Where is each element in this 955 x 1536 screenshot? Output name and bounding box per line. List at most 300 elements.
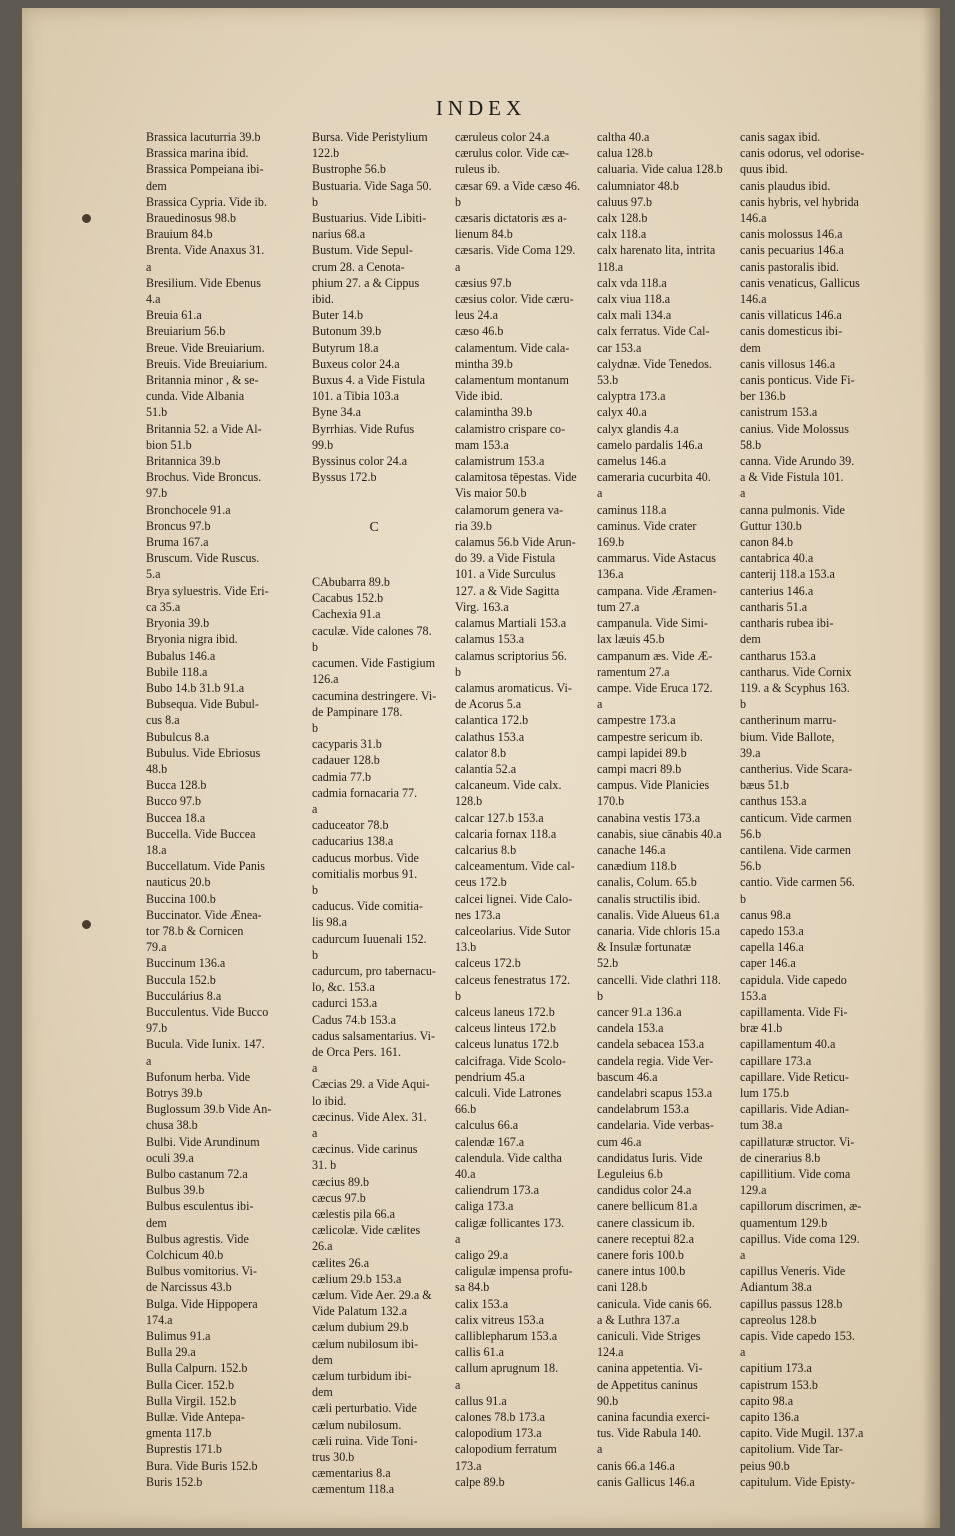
index-entry: dem	[146, 178, 167, 193]
index-entry: Brassica Cypria. Vide ib.	[146, 194, 267, 209]
index-entry: Brassica marina ibid.	[146, 146, 249, 161]
index-entry: Bucca 128.b	[146, 778, 207, 793]
index-entry: cameraria cucurbita 40.	[597, 470, 711, 485]
index-entry: bium. Vide Ballote,	[740, 729, 835, 744]
index-entry: calliblepharum 153.a	[455, 1329, 558, 1344]
index-entry: 4.a	[146, 292, 161, 307]
index-entry: capito. Vide Mugil. 137.a	[740, 1426, 864, 1441]
index-entry: 66.b	[455, 1102, 477, 1117]
index-entry: caluus 97.b	[597, 194, 653, 209]
index-entry: Byne 34.a	[312, 405, 362, 420]
index-entry: Buprestis 171.b	[146, 1442, 222, 1457]
index-entry: calx 118.a	[597, 227, 647, 242]
index-entry: ibid.	[312, 292, 334, 307]
index-entry: de Pampinare 178.	[312, 704, 403, 719]
index-entry: Bulla 29.a	[146, 1345, 196, 1360]
index-entry: calydnæ. Vide Tenedos.	[597, 356, 712, 371]
index-entry: canabis, siue cānabis 40.a	[597, 826, 722, 841]
index-entry: quus ibid.	[740, 162, 788, 177]
index-entry: Bubulus. Vide Ebriosus	[146, 745, 261, 760]
index-entry: b	[312, 639, 319, 654]
index-entry: Bulbus agrestis. Vide	[146, 1231, 249, 1246]
index-entry: canon 84.b	[740, 535, 794, 550]
index-entry: capistrum 153.b	[740, 1377, 818, 1392]
index-entry: cancelli. Vide clathri 118.	[597, 972, 721, 987]
index-entry: bascum 46.a	[597, 1069, 658, 1084]
index-entry: campi lapidei 89.b	[597, 745, 687, 760]
index-entry: cacyparis 31.b	[312, 737, 382, 752]
index-entry: a & Vide Fistula 101.	[740, 470, 844, 485]
index-entry: calcarius 8.b	[455, 842, 517, 857]
index-entry: capillaturæ structor. Vi-	[740, 1134, 855, 1149]
index-entry: 90.b	[597, 1393, 619, 1408]
index-entry: calx ferratus. Vide Cal-	[597, 324, 710, 339]
index-entry: a	[146, 1053, 152, 1068]
index-entry: ruleus ib.	[455, 162, 501, 177]
index-entry: caducarius 138.a	[312, 834, 394, 849]
index-entry: capito 98.a	[740, 1393, 794, 1408]
index-entry: caducus morbus. Vide	[312, 850, 419, 865]
index-entry: de Appetitus caninus	[597, 1377, 698, 1392]
index-entry: de cinerarius 8.b	[740, 1150, 821, 1165]
index-entry: campanum æs. Vide Æ-	[597, 648, 713, 663]
index-entry: Adiantum 38.a	[740, 1280, 812, 1295]
index-entry: capillorum discrimen, æ-	[740, 1199, 862, 1214]
index-entry: cadurci 153.a	[312, 996, 378, 1011]
index-entry: canis ponticus. Vide Fi-	[740, 373, 855, 388]
index-entry: a & Luthra 137.a	[597, 1312, 680, 1327]
index-entry: peius 90.b	[740, 1458, 790, 1473]
index-entry: Buccula 152.b	[146, 972, 216, 987]
index-entry: canere classicum ib.	[597, 1215, 695, 1230]
index-entry: calceus 172.b	[455, 956, 521, 971]
index-entry: Cacabus 152.b	[312, 591, 384, 606]
index-entry: calcifraga. Vide Scolo-	[455, 1053, 566, 1068]
index-entry: Buglossum 39.b Vide An-	[146, 1102, 272, 1117]
spacer	[312, 485, 436, 501]
index-entry: calceamentum. Vide cal-	[455, 859, 575, 874]
index-entry: Bucculentus. Vide Bucco	[146, 1004, 269, 1019]
binding-hole	[82, 920, 91, 929]
index-entry: narius 68.a	[312, 227, 366, 242]
index-entry: cælum nubilosum.	[312, 1417, 402, 1432]
index-entry: callis 61.a	[455, 1345, 505, 1360]
index-entry: Cadus 74.b 153.a	[312, 1012, 396, 1027]
spacer	[312, 558, 436, 574]
index-entry: cunda. Vide Albania	[146, 389, 245, 404]
index-entry: callum aprugnum 18.	[455, 1361, 559, 1376]
index-entry: Bubulcus 8.a	[146, 729, 210, 744]
index-entry: dem	[312, 1385, 333, 1400]
index-entry: Bryonia 39.b	[146, 616, 210, 631]
index-entry: cadmia fornacaria 77.	[312, 785, 418, 800]
index-entry: candidus color 24.a	[597, 1183, 692, 1198]
index-entry: Buccinum 136.a	[146, 956, 226, 971]
index-entry: canus 98.a	[740, 907, 792, 922]
index-entry: cælum dubium 29.b	[312, 1320, 409, 1335]
index-entry: Breue. Vide Breuiarium.	[146, 340, 265, 355]
index-entry: b	[312, 882, 319, 897]
index-entry: Bulbus esculentus ibi-	[146, 1199, 254, 1214]
index-entry: canina facundia exerci-	[597, 1410, 710, 1425]
index-entry: Bresilium. Vide Ebenus	[146, 275, 261, 290]
index-entry: calpe 89.b	[455, 1474, 505, 1489]
index-entry: Brauium 84.b	[146, 227, 213, 242]
index-entry: 128.b	[455, 794, 483, 809]
index-entry: 101. a Tibia 103.a	[312, 389, 400, 404]
index-entry: canaria. Vide chloris 15.a	[597, 923, 720, 938]
index-entry: cantabrica 40.a	[740, 551, 814, 566]
index-entry: cadurcum, pro tabernacu-	[312, 963, 436, 978]
index-entry: a	[597, 486, 603, 501]
index-entry: calix vitreus 153.a	[455, 1312, 544, 1327]
index-entry: b	[312, 194, 319, 209]
index-entry: canere intus 100.b	[597, 1264, 686, 1279]
index-entry: & Insulæ fortunatæ	[597, 940, 692, 955]
index-entry: canna. Vide Arundo 39.	[740, 454, 855, 469]
index-entry: canina appetentia. Vi-	[597, 1361, 703, 1376]
index-entry: calix 153.a	[455, 1296, 509, 1311]
index-entry: ria 39.b	[455, 518, 492, 533]
index-entry: calyptra 173.a	[597, 389, 666, 404]
index-entry: capillus passus 128.b	[740, 1296, 843, 1311]
index-entry: cæli ruina. Vide Toni-	[312, 1433, 418, 1448]
index-entry: capillus Veneris. Vide	[740, 1264, 846, 1279]
index-entry: cani 128.b	[597, 1280, 648, 1295]
index-entry: Breuis. Vide Breuiarium.	[146, 356, 268, 371]
index-entry: pendrium 45.a	[455, 1069, 525, 1084]
index-entry: calamistrum 153.a	[455, 454, 545, 469]
index-entry: caltha 40.a	[597, 130, 650, 144]
index-entry: a	[455, 1231, 461, 1246]
index-entry: Broncus 97.b	[146, 518, 211, 533]
index-entry: 26.a	[312, 1239, 333, 1254]
index-entry: cælum nubilosum ibi-	[312, 1336, 419, 1351]
index-entry: calcaneum. Vide calx.	[455, 778, 562, 793]
index-entry: canabina vestis 173.a	[597, 810, 701, 825]
index-entry: calx harenato lita, intrita	[597, 243, 716, 258]
index-entry: 170.b	[597, 794, 625, 809]
index-entry: caducus. Vide comitia-	[312, 899, 423, 914]
index-entry: Bryonia nigra ibid.	[146, 632, 238, 647]
index-entry: b	[312, 720, 319, 735]
index-entry: de Orca Pers. 161.	[312, 1044, 401, 1059]
index-entry: b	[740, 891, 747, 906]
index-entry: capitium 173.a	[740, 1361, 812, 1376]
index-entry: cæmentum 118.a	[312, 1482, 395, 1497]
index-entry: caminus. Vide crater	[597, 518, 697, 533]
index-entry: Bustuaria. Vide Saga 50.	[312, 178, 432, 193]
index-entry: capreolus 128.b	[740, 1312, 817, 1327]
index-entry: Bucula. Vide Iunix. 147.	[146, 1037, 265, 1052]
index-entry: capillus. Vide coma 129.	[740, 1231, 860, 1246]
index-entry: Colchicum 40.b	[146, 1248, 224, 1263]
index-entry: canis sagax ibid.	[740, 130, 821, 144]
index-entry: camelus 146.a	[597, 454, 667, 469]
index-entry: callus 91.a	[455, 1393, 507, 1408]
index-entry: a	[740, 486, 746, 501]
index-entry: 48.b	[146, 761, 168, 776]
index-entry: calcaria fornax 118.a	[455, 826, 557, 841]
index-entry: cæsius 97.b	[455, 275, 512, 290]
index-entry: 58.b	[740, 437, 762, 452]
index-entry: canis pastoralis ibid.	[740, 259, 840, 274]
index-entry: capedo 153.a	[740, 923, 804, 938]
index-entry: 118.a	[597, 259, 624, 274]
index-entry: cantherius. Vide Scara-	[740, 761, 853, 776]
index-entry: dem	[740, 340, 761, 355]
index-entry: cælestis pila 66.a	[312, 1207, 395, 1221]
index-entry: Bulbi. Vide Arundinum	[146, 1134, 260, 1149]
index-entry: caligo 29.a	[455, 1248, 509, 1263]
page-edge	[922, 8, 940, 1528]
index-entry: lax læuis 45.b	[597, 632, 665, 647]
index-entry: calceus linteus 172.b	[455, 1021, 557, 1036]
index-entry: Bursa. Vide Peristylium	[312, 130, 428, 144]
index-entry: canistrum 153.a	[740, 405, 818, 420]
index-entry: cælicolæ. Vide cælites	[312, 1223, 421, 1238]
index-entry: Brochus. Vide Broncus.	[146, 470, 262, 485]
index-entry: Buccella. Vide Buccea	[146, 826, 256, 841]
index-entry: Bulla Cicer. 152.b	[146, 1377, 235, 1392]
index-entry: cadauer 128.b	[312, 753, 380, 768]
index-entry: Bubalus 146.a	[146, 648, 216, 663]
index-entry: a	[740, 1248, 746, 1263]
index-entry: calamistro crispare co-	[455, 421, 566, 436]
index-entry: de Narcissus 43.b	[146, 1280, 232, 1295]
index-entry: capillaris. Vide Adian-	[740, 1102, 849, 1117]
index-entry: cæcinus. Vide carinus	[312, 1142, 418, 1157]
index-entry: lum 175.b	[740, 1085, 790, 1100]
index-entry: campe. Vide Eruca 172.	[597, 680, 713, 695]
binding-hole	[82, 214, 91, 223]
index-entry: cum 46.a	[597, 1134, 642, 1149]
index-entry: dem	[740, 632, 761, 647]
index-entry: calamus 56.b Vide Arun-	[455, 535, 576, 550]
index-entry: cus 8.a	[146, 713, 180, 728]
index-column-3	[455, 129, 580, 1490]
index-entry: caligæ follicantes 173.	[455, 1215, 565, 1230]
index-entry: canis plaudus ibid.	[740, 178, 831, 193]
index-entry: a	[312, 1061, 318, 1076]
index-entry: 174.a	[146, 1312, 173, 1327]
index-entry: capillare. Vide Reticu-	[740, 1069, 849, 1084]
index-entry: oculi 39.a	[146, 1150, 194, 1165]
index-entry: Bronchocele 91.a	[146, 502, 231, 517]
index-entry: cæsaris. Vide Coma 129.	[455, 243, 576, 258]
index-entry: cadus salsamentarius. Vi-	[312, 1028, 435, 1043]
index-entry: calx vda 118.a	[597, 275, 667, 290]
index-entry: tum 38.a	[740, 1118, 783, 1133]
index-entry: calceus fenestratus 172.	[455, 972, 571, 987]
book-page	[22, 8, 940, 1528]
index-entry: Bruscum. Vide Ruscus.	[146, 551, 260, 566]
index-entry: canis pecuarius 146.a	[740, 243, 844, 258]
index-entry: leus 24.a	[455, 308, 498, 323]
index-entry: Bulla Virgil. 152.b	[146, 1393, 237, 1408]
index-entry: Bucculárius 8.a	[146, 988, 222, 1003]
index-entry: Bura. Vide Buris 152.b	[146, 1458, 258, 1473]
index-entry: calamus aromaticus. Vi-	[455, 680, 572, 695]
index-entry: 31. b	[312, 1158, 337, 1173]
index-entry: calamitosa tēpestas. Vide	[455, 470, 577, 485]
index-entry: calendæ 167.a	[455, 1134, 525, 1149]
index-entry: calator 8.b	[455, 745, 507, 760]
index-entry: canna pulmonis. Vide	[740, 502, 845, 517]
index-entry: Bulbo castanum 72.a	[146, 1167, 248, 1181]
index-entry: cæli perturbatio. Vide	[312, 1401, 417, 1416]
index-entry: cantharus. Vide Cornix	[740, 664, 852, 679]
index-entry: Buccea 18.a	[146, 810, 206, 825]
index-entry: canalis. Vide Alueus 61.a	[597, 907, 720, 922]
index-entry: Botrys 39.b	[146, 1085, 203, 1100]
index-entry: cadurcum Iuuenali 152.	[312, 931, 427, 946]
index-entry: Butonum 39.b	[312, 324, 382, 339]
index-entry: cæcus 97.b	[312, 1190, 366, 1205]
index-entry: canis villaticus 146.a	[740, 308, 842, 323]
index-entry: b	[455, 664, 462, 679]
index-entry: 5.a	[146, 567, 161, 582]
index-entry: calyx 40.a	[597, 405, 647, 420]
index-entry: Breuiarium 56.b	[146, 324, 226, 339]
index-entry: calamentum montanum	[455, 373, 569, 388]
index-entry: candela 153.a	[597, 1021, 664, 1036]
index-entry: canthus 153.a	[740, 794, 807, 809]
index-entry: cæsaris dictatoris æs a-	[455, 211, 567, 226]
index-entry: calantica 172.b	[455, 713, 529, 728]
index-entry: lienum 84.b	[455, 227, 513, 242]
index-entry: capito 136.a	[740, 1410, 800, 1425]
index-column-4	[597, 129, 723, 1490]
index-entry: a	[455, 1377, 461, 1392]
index-entry: caculæ. Vide calones 78.	[312, 623, 432, 638]
index-entry: cantharis rubea ibi-	[740, 616, 834, 631]
index-entry: Brenta. Vide Anaxus 31.	[146, 243, 265, 258]
index-column-1	[146, 129, 271, 1490]
index-entry: tor 78.b & Cornicen	[146, 923, 244, 938]
index-entry: Byssus 172.b	[312, 470, 377, 485]
index-entry: canædium 118.b	[597, 859, 677, 874]
index-entry: cæsar 69. a Vide cæso 46.	[455, 178, 581, 193]
index-entry: mam 153.a	[455, 437, 509, 452]
index-entry: canis odorus, vel odorise-	[740, 146, 865, 161]
index-entry: campestre sericum ib.	[597, 729, 703, 744]
index-entry: calendula. Vide caltha	[455, 1150, 562, 1165]
index-entry: caliendrum 173.a	[455, 1183, 539, 1198]
index-entry: 99.b	[312, 437, 334, 452]
index-entry: ber 136.b	[740, 389, 786, 404]
index-entry: Buxeus color 24.a	[312, 356, 400, 371]
index-entry: CAbubarra 89.b	[312, 575, 390, 590]
index-entry: cæcinus. Vide Alex. 31.	[312, 1109, 427, 1124]
index-entry: lo ibid.	[312, 1093, 347, 1108]
index-entry: Buccellatum. Vide Panis	[146, 859, 265, 874]
index-entry: a	[740, 1345, 746, 1360]
index-entry: Britannia 52. a Vide Al-	[146, 421, 262, 436]
index-entry: bæus 51.b	[740, 778, 790, 793]
index-entry: ramentum 27.a	[597, 664, 670, 679]
index-entry: ca 35.a	[146, 599, 181, 614]
index-entry: 97.b	[146, 486, 168, 501]
index-entry: capitulum. Vide Episty-	[740, 1474, 855, 1489]
index-entry: Buter 14.b	[312, 308, 364, 323]
index-entry: 101. a Vide Surculus	[455, 567, 556, 582]
index-entry: caliga 173.a	[455, 1199, 514, 1214]
index-entry: a	[146, 259, 152, 274]
index-entry: b	[455, 194, 462, 209]
index-entry: cacumina destringere. Vi-	[312, 688, 437, 703]
index-entry: Cachexia 91.a	[312, 607, 381, 622]
index-entry: Bulla Calpurn. 152.b	[146, 1361, 248, 1376]
index-entry: cantio. Vide carmen 56.	[740, 875, 855, 890]
index-entry: calyx glandis 4.a	[597, 421, 679, 436]
index-entry: calathus 153.a	[455, 729, 525, 744]
index-entry: cantherinum marru-	[740, 713, 837, 728]
index-entry: Bustrophe 56.b	[312, 162, 386, 177]
index-entry: candelabrum 153.a	[597, 1102, 690, 1117]
index-entry: canis hybris, vel hybrida	[740, 194, 859, 209]
index-entry: trus 30.b	[312, 1450, 355, 1465]
index-entry: canalis, Colum. 65.b	[597, 875, 697, 890]
index-entry: cammarus. Vide Astacus	[597, 551, 716, 566]
index-entry: campi macri 89.b	[597, 761, 682, 776]
index-entry: calx viua 118.a	[597, 292, 671, 307]
index-entry: Bulimus 91.a	[146, 1329, 211, 1344]
index-entry: campus. Vide Planicies	[597, 778, 710, 793]
index-entry: gmenta 117.b	[146, 1426, 212, 1441]
index-entry: dem	[146, 1215, 167, 1230]
index-entry: calcei lignei. Vide Calo-	[455, 891, 573, 906]
index-entry: lo, &c. 153.a	[312, 980, 375, 995]
index-entry: Brya syluestris. Vide Eri-	[146, 583, 269, 598]
index-entry: calamintha 39.b	[455, 405, 533, 420]
index-entry: Butyrum 18.a	[312, 340, 379, 355]
index-entry: calcar 127.b 153.a	[455, 810, 544, 825]
index-entry: Bustum. Vide Sepul-	[312, 243, 413, 258]
index-entry: Bulbus 39.b	[146, 1183, 205, 1198]
index-entry: sa 84.b	[455, 1280, 490, 1295]
index-entry: capitolium. Vide Tar-	[740, 1442, 843, 1457]
index-entry: 97.b	[146, 1021, 168, 1036]
index-entry: 126.a	[312, 672, 339, 687]
index-entry: caduceator 78.b	[312, 818, 389, 833]
index-entry: canis 66.a 146.a	[597, 1458, 675, 1473]
index-entry: phium 27. a & Cippus	[312, 275, 420, 290]
index-entry: b	[597, 988, 604, 1003]
index-entry: de Acorus 5.a	[455, 697, 522, 712]
index-entry: calopodium 173.a	[455, 1426, 542, 1441]
index-entry: Bullæ. Vide Antepa-	[146, 1410, 245, 1425]
index-entry: nauticus 20.b	[146, 875, 211, 890]
index-entry: 51.b	[146, 405, 168, 420]
index-entry: caminus 118.a	[597, 502, 667, 517]
index-entry: Bucco 97.b	[146, 794, 202, 809]
index-entry: 79.a	[146, 940, 167, 955]
index-entry: Buxus 4. a Vide Fistula	[312, 373, 425, 388]
index-entry: cælum. Vide Aer. 29.a &	[312, 1288, 432, 1303]
index-entry: Bulga. Vide Hippopera	[146, 1296, 258, 1311]
index-entry: calamus 153.a	[455, 632, 525, 647]
index-entry: calceolarius. Vide Sutor	[455, 923, 571, 938]
index-entry: Cæcias 29. a Vide Aqui-	[312, 1077, 430, 1092]
index-entry: 127. a & Vide Sagitta	[455, 583, 560, 598]
index-entry: Brassica lacuturria 39.b	[146, 130, 261, 144]
index-entry: calceus laneus 172.b	[455, 1004, 555, 1019]
index-entry: capillare 173.a	[740, 1053, 812, 1068]
index-entry: comitialis morbus 91.	[312, 866, 418, 881]
index-entry: canis domesticus ibi-	[740, 324, 843, 339]
index-entry: ceus 172.b	[455, 875, 507, 890]
